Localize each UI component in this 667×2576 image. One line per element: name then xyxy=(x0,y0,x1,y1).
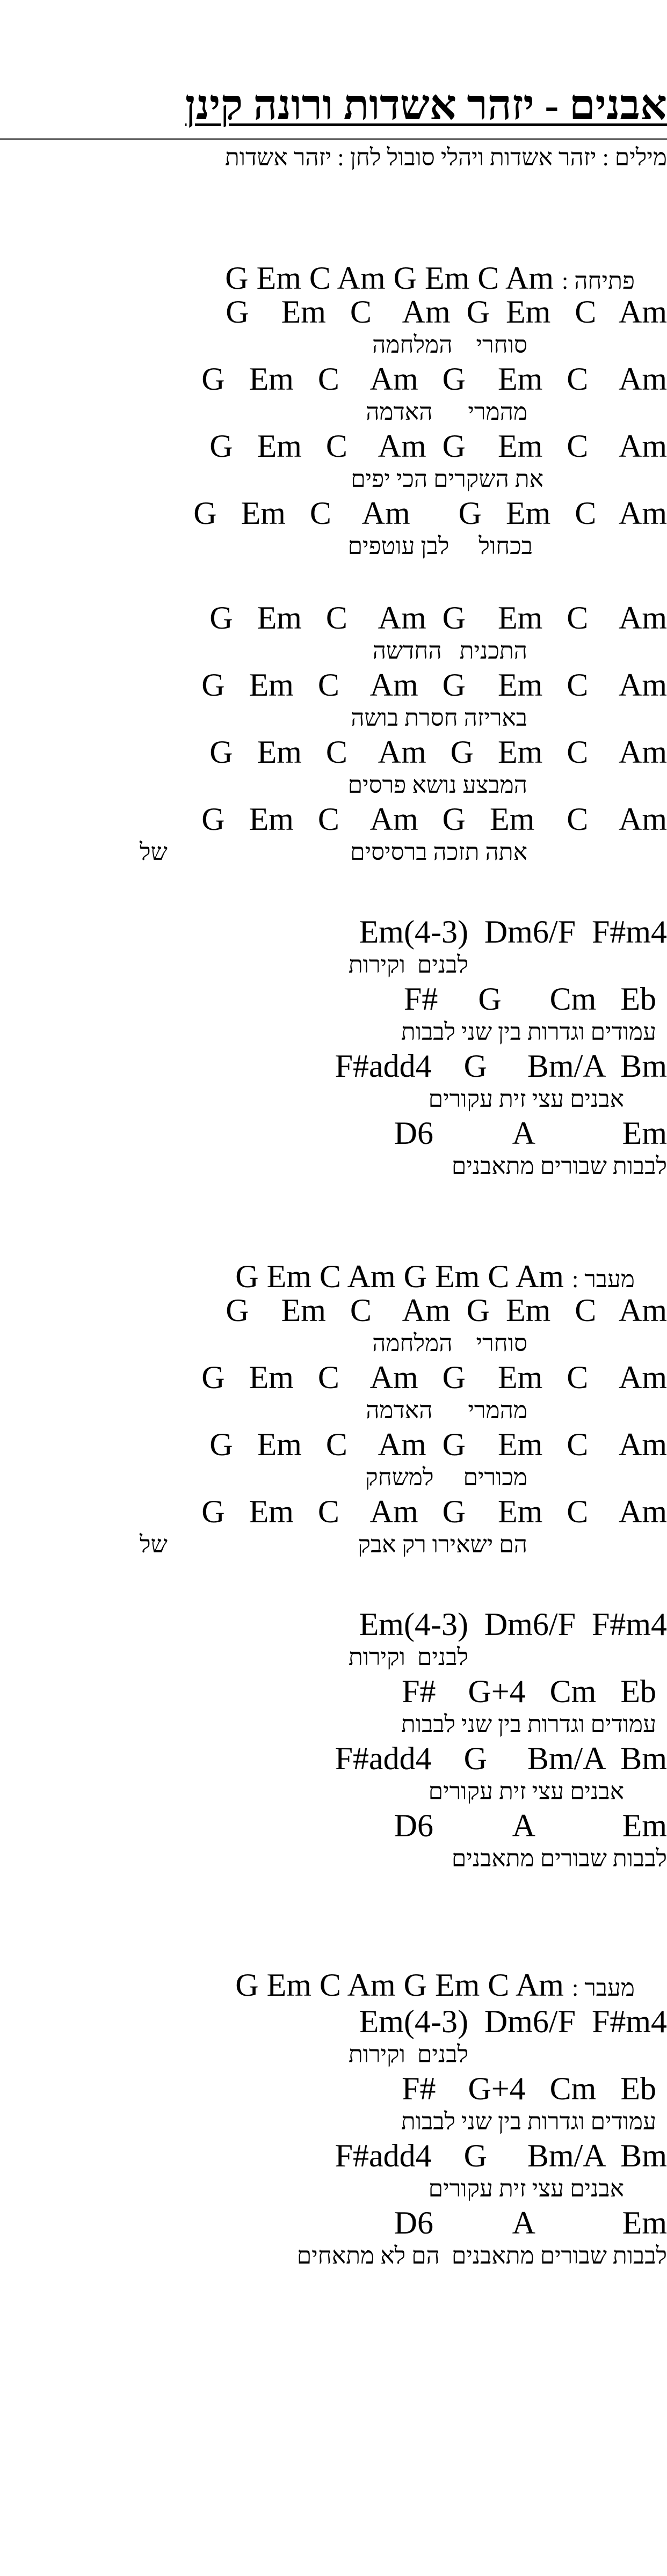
chorus1-chords-2: F# G Cm Eb xyxy=(403,981,656,1017)
chorus1-chords-1: Em(4-3) Dm6/F F#m4 xyxy=(359,914,667,950)
chorus2-lyric-2: עמודים וגדרות בין שני לבבות xyxy=(401,1711,656,1738)
verse2-lead-in: של xyxy=(140,839,168,865)
bridge2-chords: G Em C Am G Em C Am xyxy=(235,1967,564,2003)
bridge2-label: מעבר : xyxy=(571,1975,635,2001)
chorus1-lyric-1: לבנים וקירות xyxy=(348,952,468,978)
verse3-lyric-4: הם ישאירו רק אבק xyxy=(358,1531,527,1558)
verse1-chords-1: G Em C Am G Em C Am xyxy=(226,294,667,330)
intro-chords: G Em C Am G Em C Am xyxy=(225,260,554,296)
verse1-lyric-1: סוחרי המלחמה xyxy=(372,332,527,358)
verse3-chords-3: G Em C Am G Em C Am xyxy=(209,1427,667,1462)
song-credits: מילים : יזהר אשדות ויהלי סובול לחן : יזהר אשדות xyxy=(0,138,667,173)
chorus3-lyric-4: לבבות שבורים מתאבנים הם לא מתאחים xyxy=(296,2243,667,2269)
chorus2-chords-1: Em(4-3) Dm6/F F#m4 xyxy=(359,1607,667,1642)
verse1-lyric-2: מהמרי האדמה xyxy=(366,399,527,425)
chorus1-lyric-4: לבבות שבורים מתאבנים xyxy=(451,1153,667,1179)
verse2-lyric-1: התכנית החדשה xyxy=(372,638,527,664)
chorus1-chords-3: F#add4 G Bm/A Bm xyxy=(335,1048,667,1084)
verse1-lyric-3: את השקרים הכי יפים xyxy=(351,466,543,492)
chorus2-chords-2: F# G+4 Cm Eb xyxy=(402,1674,656,1709)
chorus2-lyric-3: אבנים עצי זית עקורים xyxy=(428,1778,624,1805)
chorus2-lyric-1: לבנים וקירות xyxy=(348,1644,468,1670)
verse2-lyric-3: המבצע נושא פרסים xyxy=(347,772,527,798)
verse3-chords-4: G Em C Am G Em C Am xyxy=(201,1494,667,1529)
chorus3-lyric-2: עמודים וגדרות בין שני לבבות xyxy=(401,2108,656,2135)
verse2-lyric-4: אתה תזכה ברסיסים xyxy=(350,839,527,865)
chorus3-chords-2: F# G+4 Cm Eb xyxy=(402,2071,656,2106)
song-title-text: אבנים - יזהר אשדות ורונה קינן xyxy=(185,82,667,128)
chorus2-chords-3: F#add4 G Bm/A Bm xyxy=(335,1741,667,1776)
verse3-chords-1: G Em C Am G Em C Am xyxy=(226,1293,667,1328)
chorus1-lyric-2: עמודים וגדרות בין שני לבבות xyxy=(401,1019,656,1045)
verse2-chords-4: G Em C Am G Em C Am xyxy=(201,801,667,837)
chorus3-chords-1: Em(4-3) Dm6/F F#m4 xyxy=(359,2004,667,2039)
verse3-lyric-3: מכורים למשחק xyxy=(365,1464,527,1491)
intro-label: פתיחה : xyxy=(562,268,635,294)
verse1-chords-2: G Em C Am G Em C Am xyxy=(201,361,667,397)
verse3-chords-2: G Em C Am G Em C Am xyxy=(201,1360,667,1395)
chorus3-chords-3: F#add4 G Bm/A Bm xyxy=(335,2138,667,2173)
verse3-lyric-2: מהמרי האדמה xyxy=(366,1397,527,1424)
chorus2-chords-4: D6 A Em xyxy=(394,1808,667,1843)
verse2-chords-1: G Em C Am G Em C Am xyxy=(209,600,667,636)
chorus1-chords-4: D6 A Em xyxy=(394,1115,667,1151)
verse2-chords-3: G Em C Am G Em C Am xyxy=(209,734,667,770)
verse1-chords-4: G Em C Am G Em C Am xyxy=(193,495,667,531)
chorus1-lyric-3: אבנים עצי זית עקורים xyxy=(428,1086,624,1112)
bridge1-chords: G Em C Am G Em C Am xyxy=(235,1259,564,1294)
chorus2-lyric-4: לבבות שבורים מתאבנים xyxy=(451,1845,667,1872)
bridge1-label: מעבר : xyxy=(571,1266,635,1293)
verse3-lead-in: של xyxy=(140,1531,168,1558)
verse3-lyric-1: סוחרי המלחמה xyxy=(372,1330,527,1356)
chorus3-lyric-1: לבנים וקירות xyxy=(348,2041,468,2068)
chorus3-chords-4: D6 A Em xyxy=(394,2205,667,2241)
verse2-lyric-2: באריזה חסרת בושה xyxy=(351,705,527,731)
chorus3-lyric-3: אבנים עצי זית עקורים xyxy=(428,2176,624,2202)
verse2-chords-2: G Em C Am G Em C Am xyxy=(201,667,667,703)
verse1-chords-3: G Em C Am G Em C Am xyxy=(209,428,667,464)
song-title xyxy=(0,81,667,130)
verse1-lyric-4: בכחול לבן עוטפים xyxy=(347,533,533,559)
